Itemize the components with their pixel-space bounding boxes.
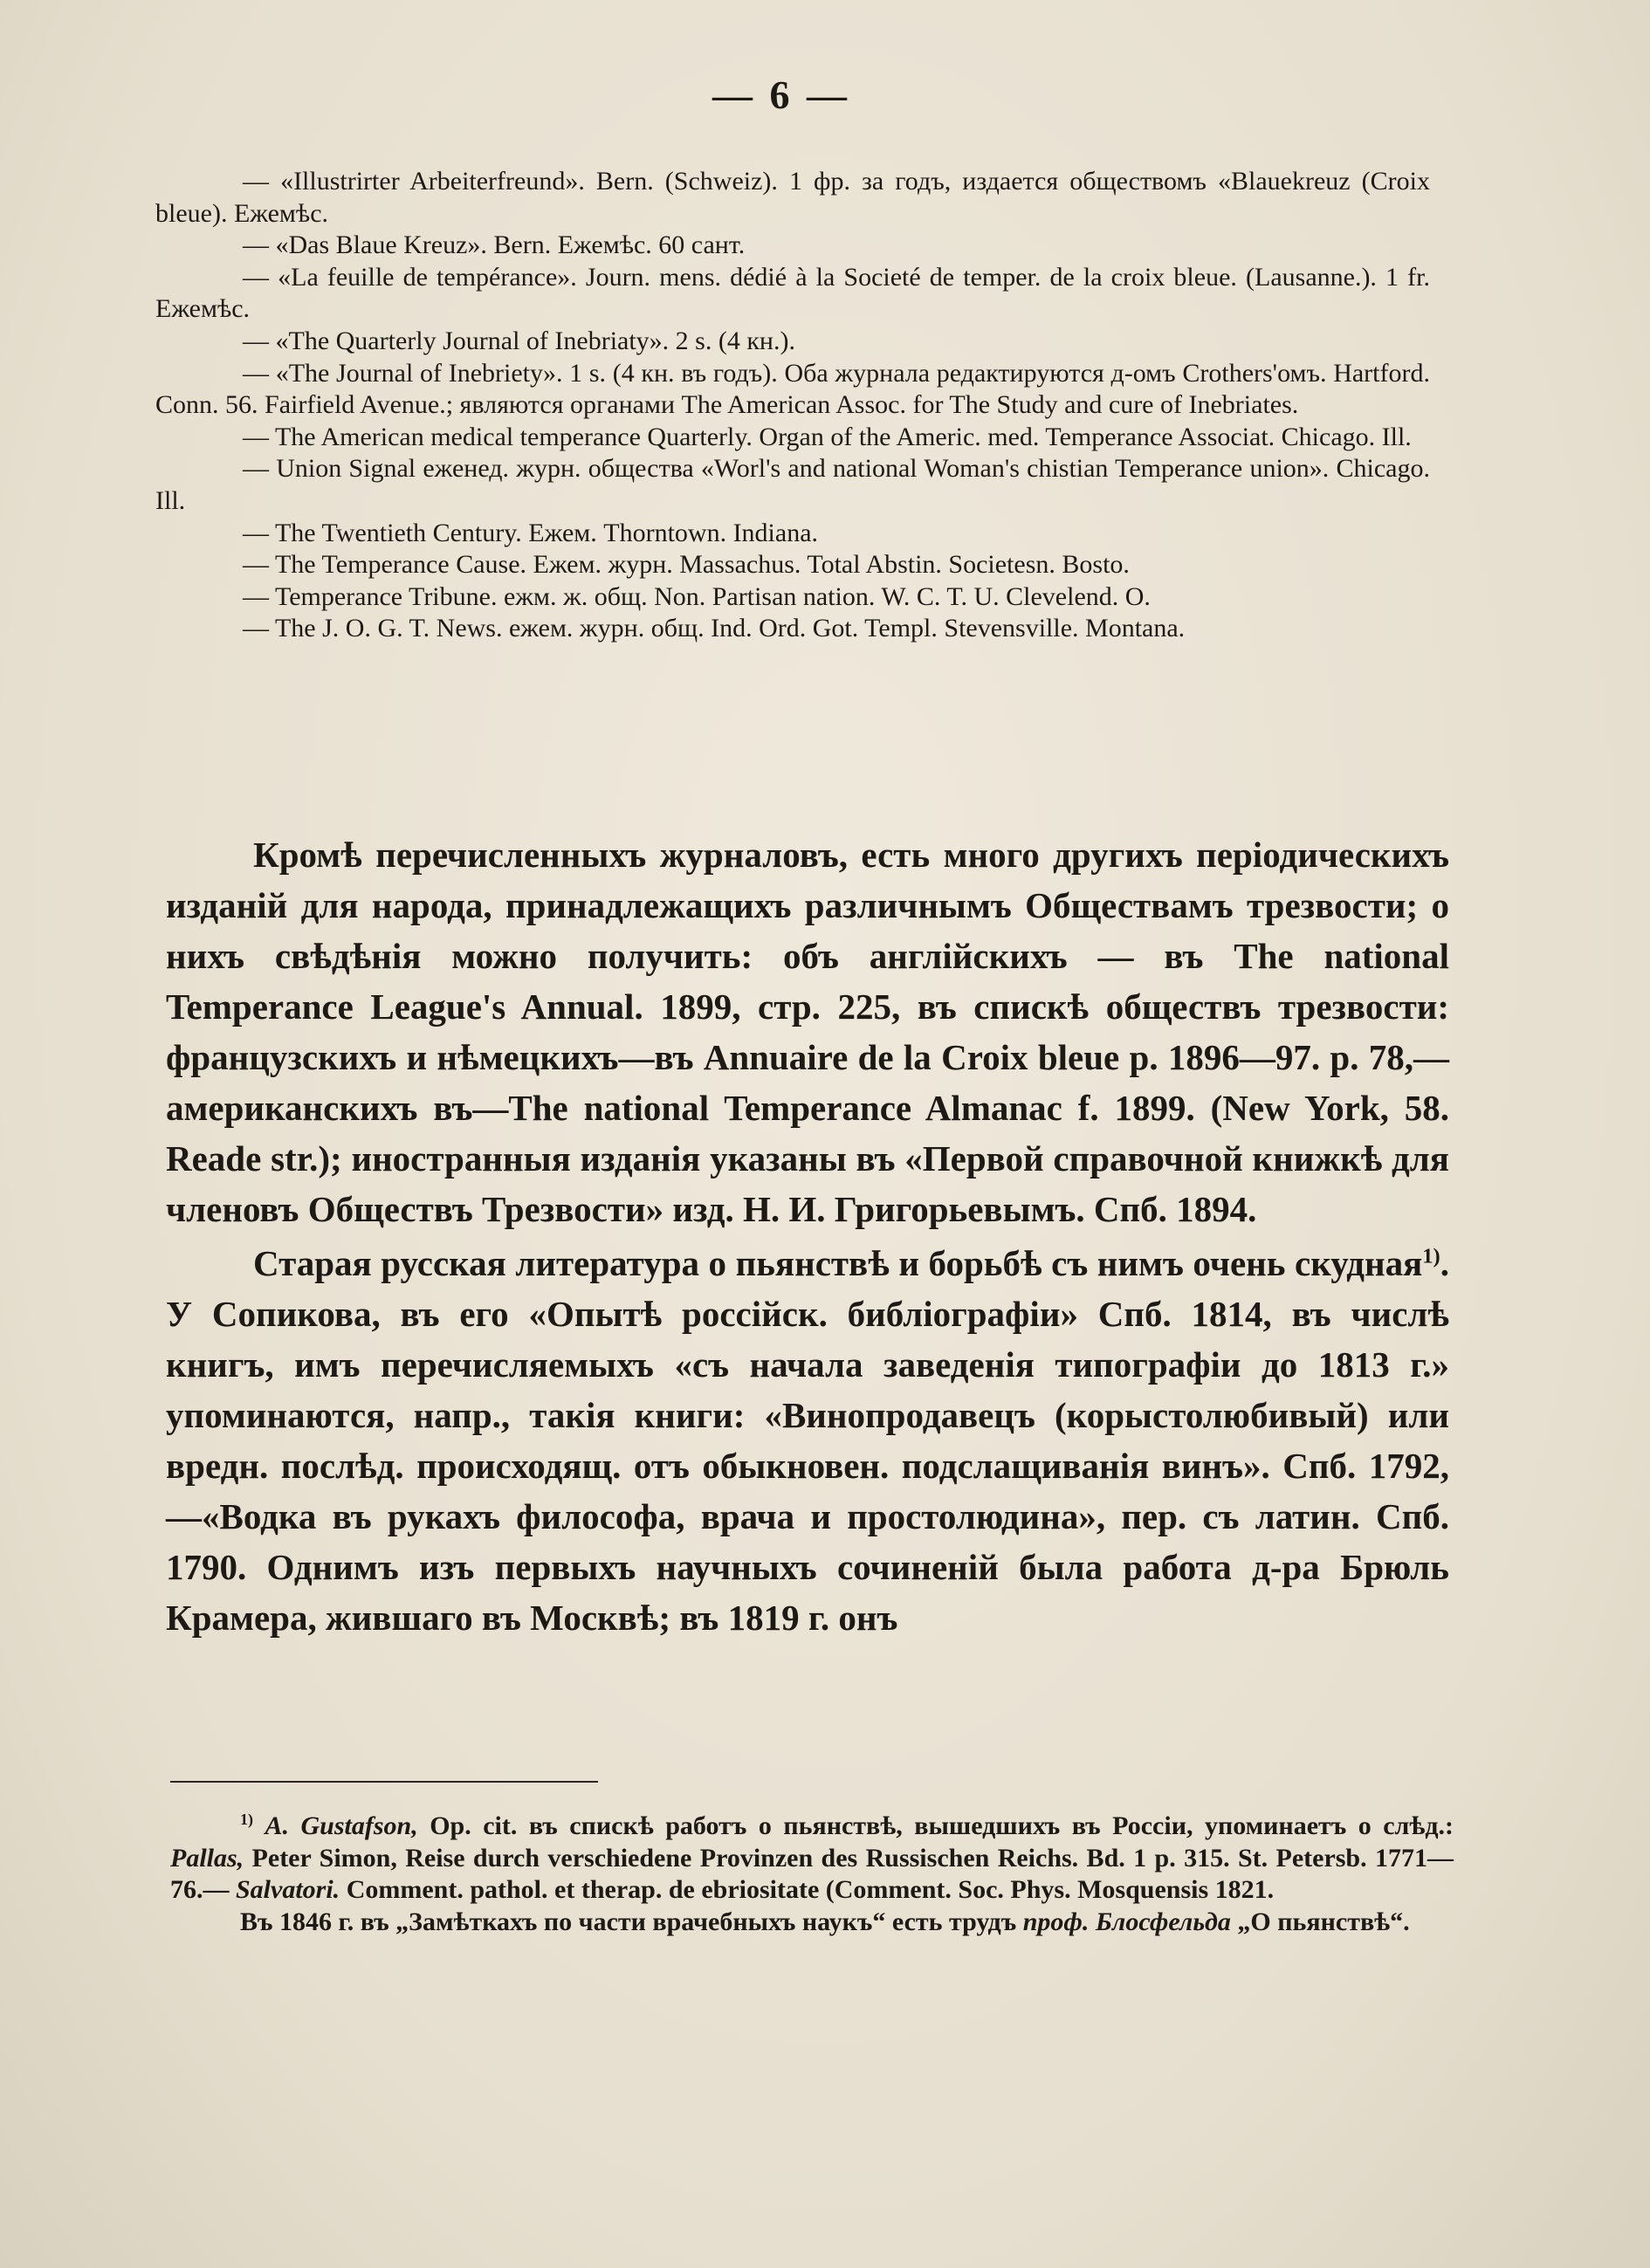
journal-list <box>155 166 1430 645</box>
footnotes <box>170 1811 1454 1938</box>
footnote-text: „О пьянствѣ“. <box>1230 1907 1410 1936</box>
paragraph-text: . У Сопикова, въ его «Опытѣ россійск. библіографіи» Спб. 1814, въ числѣ книгъ, имъ перечисляемыхъ «съ начала заведенія типографіи до 1813 г.» упоминаются, напр., такія книги: «Винопродавецъ (корыстолюбивый) или вредн. послѣд. происходящ. отъ обыкновен. подслащиванія винъ». Спб. 1792,—«Водка въ рукахъ философа, врача и простолюдина», пер. съ латин. Спб. 1790. Однимъ изъ первыхъ научныхъ сочиненій была работа д-ра Брюль Крамера, жившаго въ Москвѣ; въ 1819 г. онъ <box>166 1243 1449 1638</box>
footnote-text: Peter Simon, Reise durch verschiedene Provinzen des Russischen Reichs. Bd. 1 p. 315. St. Petersb. 1771—76.— <box>170 1843 1454 1904</box>
footnote-1 <box>170 1811 1454 1907</box>
list-item: — «Illustrirter Arbeiterfreund». Bern. (Schweiz). 1 фр. за годъ, издается обществомъ «Blauekreuz (Croix bleue). Ежемѣс. <box>155 167 1430 228</box>
footnote-text: Comment. pathol. et therap. de ebriositate (Comment. Soc. Phys. Mosquensis 1821. <box>340 1875 1275 1904</box>
list-item: — «Das Blaue Kreuz». Bern. Ежемѣс. 60 сант. <box>243 230 746 260</box>
list-item: — The Twentieth Century. Ежем. Thorntown. Indiana. <box>243 518 819 547</box>
footnote-reference: 1) <box>1422 1244 1440 1268</box>
footnote-author: A. Gustafson, <box>265 1811 418 1840</box>
list-item: — Temperance Tribune. ежм. ж. общ. Non. Partisan nation. W. C. T. U. Clevelend. O. <box>243 581 1151 611</box>
footnote-continuation <box>170 1907 1454 1939</box>
footnote-divider <box>170 1781 598 1783</box>
footnote-author: Salvatori. <box>236 1875 340 1904</box>
paragraph-text: Старая русская литература о пьянствѣ и борьбѣ съ нимъ очень скудная <box>253 1243 1423 1283</box>
list-item: — «The Quarterly Journal of Inebriaty». 2 s. (4 кн.). <box>243 326 795 355</box>
list-item: — The American medical temperance Quarterly. Organ of the Americ. med. Temperance Associat. Chicago. Ill. <box>243 422 1412 451</box>
list-item: — «La feuille de tempérance». Journ. mens. dédié à la Societé de temper. de la croix bleue. (Lausanne.). 1 fr. Ежемѣс. <box>155 262 1430 324</box>
paragraph-other-periodicals: Кромѣ перечисленныхъ журналовъ, есть много другихъ періодическихъ изданій для народа, принадлежащихъ различнымъ Обществамъ трезвости; о нихъ свѣдѣнія можно получить: объ англійскихъ — въ The national Temperance League's Annual. 1899, стр. 225, въ спискѣ обществъ трезвости: французскихъ и нѣмецкихъ—въ Annuaire de la Croix bleue p. 1896—97. p. 78,— американскихъ въ—The national Temperance Almanac f. 1899. (New York, 58. Reade str.); иностранныя изданія указаны въ «Первой справочной книжкѣ для членовъ Обществъ Трезвости» изд. Н. И. Григорьевымъ. Спб. 1894. <box>166 835 1449 1229</box>
footnote-text: Op. cit. въ спискѣ работъ о пьянствѣ, вышедшихъ въ Россіи, упоминаетъ о слѣд.: <box>417 1811 1454 1840</box>
list-item: — The J. O. G. T. News. ежем. журн. общ. Ind. Ord. Got. Templ. Stevensville. Montana. <box>243 614 1186 643</box>
footnote-text: Въ 1846 г. въ „Замѣткахъ по части врачебныхъ наукъ“ есть трудъ <box>240 1907 1023 1936</box>
footnote-author: проф. Блосфельда <box>1022 1907 1231 1936</box>
footnote-marker: 1) <box>240 1811 253 1828</box>
list-item: — The Temperance Cause. Ежем. журн. Massachus. Total Abstin. Societesn. Bosto. <box>243 550 1130 580</box>
list-item: — Union Signal еженед. журн. общества «Worl's and national Woman's chistian Temperance union». Chicago. Ill. <box>155 454 1430 515</box>
list-item: — «The Journal of Inebriety». 1 s. (4 кн. въ годъ). Оба журнала редактируются д-омъ Crothers'омъ. Hartford. Conn. 56. Fairfield Avenue.; являются органами The American Assoc. for The Study and cure of Inebriates. <box>155 358 1430 420</box>
paragraph-russian-literature <box>166 1238 1449 1643</box>
page-number: — 6 — <box>712 72 850 117</box>
main-body-text <box>166 829 1449 1646</box>
footnote-author: Pallas, <box>170 1843 244 1873</box>
